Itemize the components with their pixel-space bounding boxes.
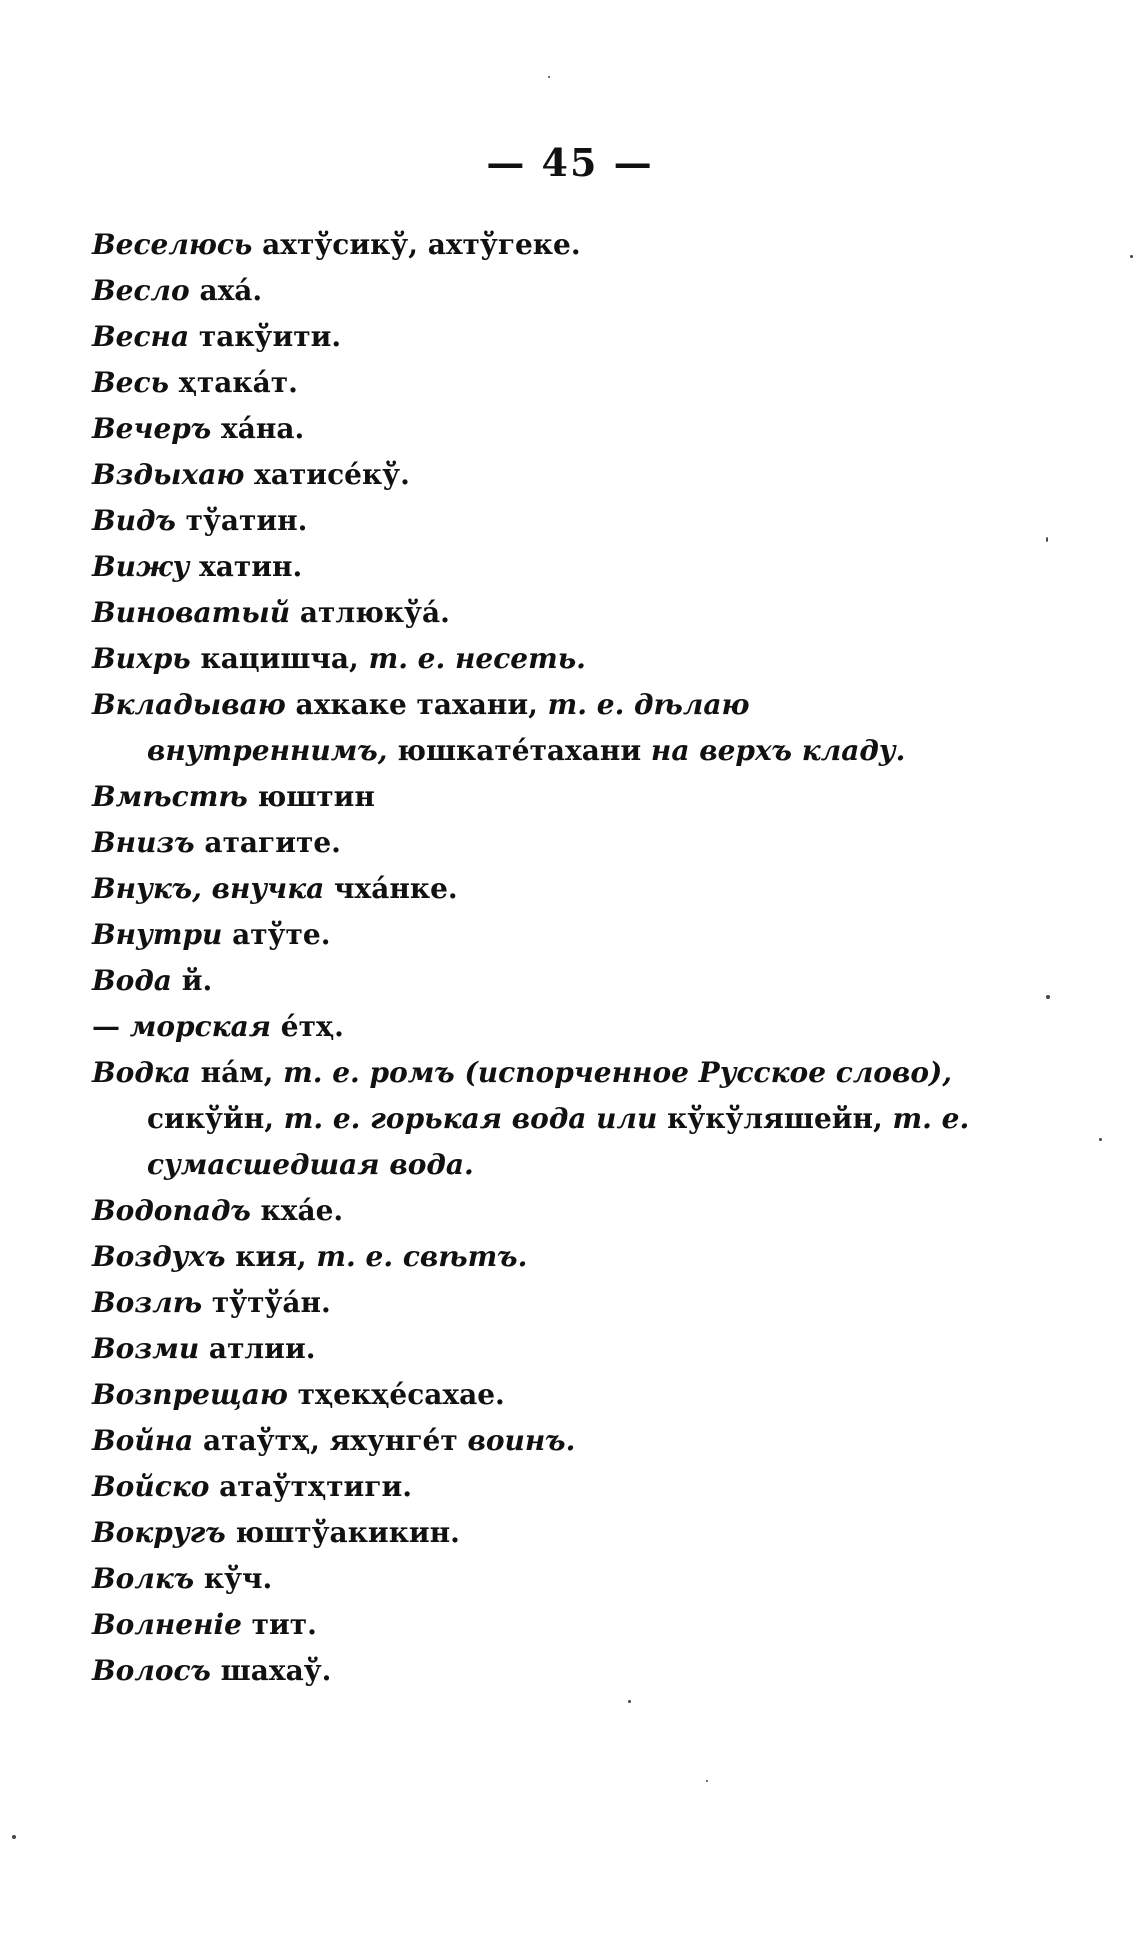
- entry-headword: Водка: [92, 1056, 191, 1089]
- entry-headword: Возми: [92, 1332, 200, 1365]
- entry-translation: атўте.: [222, 918, 331, 951]
- entry-vnuk: [92, 866, 972, 912]
- entry-morskaya: [92, 1004, 972, 1050]
- entry-vozmi: [92, 1326, 972, 1372]
- dictionary-entries: [92, 222, 972, 1694]
- entry-gloss-italic: т. е. горькая вода или: [283, 1102, 658, 1135]
- entry-translation: хатисéкў.: [244, 458, 410, 491]
- entry-translation: кия,: [225, 1240, 317, 1273]
- entry-translation: éтҳ.: [271, 1010, 344, 1043]
- entry-headword: Вкладываю: [92, 688, 286, 721]
- entry-gloss-italic: на верхъ кладу.: [650, 734, 906, 767]
- page-number: — 45 —: [486, 140, 654, 185]
- entry-gloss-italic: т. е. ромъ (испорченное Русское слово),: [283, 1056, 953, 1089]
- entry-translation: хáна.: [211, 412, 305, 445]
- entry-vizhu: [92, 544, 972, 590]
- entry-headword: Вмѣстѣ: [92, 780, 248, 813]
- entry-headword: Вокругъ: [92, 1516, 226, 1549]
- entry-gloss-italic: т. е. несеть.: [368, 642, 586, 675]
- entry-headword: Водопадъ: [92, 1194, 251, 1227]
- entry-translation: юшкатéтахани: [387, 734, 651, 767]
- entry-translation: тўтўáн.: [202, 1286, 331, 1319]
- entry-translation: тит.: [241, 1608, 317, 1641]
- entry-vokrug: [92, 1510, 972, 1556]
- entry-headword: Волкъ: [92, 1562, 195, 1595]
- entry-translation: юштўакикин.: [225, 1516, 460, 1549]
- entry-headword: Внукъ, внучка: [92, 872, 325, 905]
- entry-translation: кўч.: [194, 1562, 273, 1595]
- entry-vmeste: [92, 774, 972, 820]
- entry-vozbreshchayu: [92, 1372, 972, 1418]
- entry-headword: Волосъ: [92, 1654, 211, 1687]
- entry-vid: [92, 498, 972, 544]
- entry-headword: Весна: [92, 320, 190, 353]
- entry-volnenie: [92, 1602, 972, 1648]
- entry-headword: Возпрещаю: [92, 1378, 288, 1411]
- entry-headword: Вздыхаю: [92, 458, 245, 491]
- entry-vzdykhayu: [92, 452, 972, 498]
- entry-translation: юштин: [247, 780, 375, 813]
- entry-vodopad: [92, 1188, 972, 1234]
- print-speck: [1130, 255, 1133, 258]
- entry-translation: ахтўсикў, ахтўгеке.: [252, 228, 581, 261]
- entry-headword: Видъ: [92, 504, 176, 537]
- entry-translation: тҳекҳéсахае.: [287, 1378, 505, 1411]
- entry-translation: кўкўляшейн,: [657, 1102, 893, 1135]
- entry-translation: нáм,: [190, 1056, 284, 1089]
- entry-vnutri: [92, 912, 972, 958]
- print-speck: [628, 1700, 631, 1703]
- entry-vinovatyi: [92, 590, 972, 636]
- entry-headword: Внизъ: [92, 826, 195, 859]
- entry-vecher: [92, 406, 972, 452]
- entry-headword: Весло: [92, 274, 190, 307]
- entry-headword: Вечеръ: [92, 412, 212, 445]
- entry-gloss-italic: т. е. свѣтъ.: [316, 1240, 528, 1273]
- entry-voina: [92, 1418, 972, 1464]
- entry-translation: чхáнке.: [324, 872, 458, 905]
- entry-voisko: [92, 1464, 972, 1510]
- entry-translation: ахá.: [189, 274, 263, 307]
- print-speck: [1046, 537, 1048, 542]
- print-speck: [548, 76, 550, 78]
- entry-vniz: [92, 820, 972, 866]
- entry-translation: хатин.: [189, 550, 303, 583]
- entry-voda: [92, 958, 972, 1004]
- print-speck: [12, 1835, 16, 1839]
- entry-translation: ҳтакáт.: [169, 366, 298, 399]
- entry-vozdukh: [92, 1234, 972, 1280]
- entry-vozle: [92, 1280, 972, 1326]
- entry-translation: й.: [171, 964, 213, 997]
- entry-gloss-italic: воинъ.: [467, 1424, 576, 1457]
- print-speck: [1099, 1138, 1102, 1141]
- entry-vesna: [92, 314, 972, 360]
- entry-vikhr: [92, 636, 972, 682]
- entry-translation: атагите.: [194, 826, 341, 859]
- entry-gloss-italic: морская: [129, 1010, 272, 1043]
- entry-ves: [92, 360, 972, 406]
- entry-headword: Вихрь: [92, 642, 191, 675]
- entry-translation: —: [92, 1010, 130, 1043]
- entry-translation: такўити.: [189, 320, 342, 353]
- entry-headword: Воздухъ: [92, 1240, 226, 1273]
- entry-gloss-italic: т. е. сумасшедшая вода.: [147, 1102, 970, 1181]
- entry-volk: [92, 1556, 972, 1602]
- entry-gloss-italic: т. е. дѣлаю внутреннимъ,: [147, 688, 750, 767]
- print-speck: [1046, 995, 1050, 999]
- entry-volos: [92, 1648, 972, 1694]
- entry-translation: шахаў.: [210, 1654, 332, 1687]
- entry-translation: ахкаке тахани,: [285, 688, 548, 721]
- entry-translation: атаўтҳтиги.: [209, 1470, 412, 1503]
- entry-headword: Вижу: [92, 550, 190, 583]
- entry-veselyus: [92, 222, 972, 268]
- entry-translation: сикўйн,: [147, 1102, 284, 1135]
- entry-headword: Война: [92, 1424, 194, 1457]
- entry-translation: кхáе.: [250, 1194, 344, 1227]
- entry-vodka: [92, 1050, 972, 1188]
- entry-translation: атаўтҳ, яхунгéт: [193, 1424, 468, 1457]
- entry-headword: Внутри: [92, 918, 223, 951]
- print-speck: [706, 1780, 708, 1782]
- entry-headword: Веселюсь: [92, 228, 253, 261]
- entry-headword: Вода: [92, 964, 172, 997]
- entry-headword: Виноватый: [92, 596, 291, 629]
- entry-veslo: [92, 268, 972, 314]
- entry-translation: кацишча,: [190, 642, 369, 675]
- entry-translation: атлюкўá.: [290, 596, 450, 629]
- entry-headword: Волненіе: [92, 1608, 242, 1641]
- entry-headword: Возлѣ: [92, 1286, 203, 1319]
- entry-headword: Войско: [92, 1470, 210, 1503]
- entry-translation: атлии.: [199, 1332, 316, 1365]
- entry-headword: Весь: [92, 366, 169, 399]
- entry-translation: тўатин.: [175, 504, 308, 537]
- entry-vkladyvayu: [92, 682, 972, 774]
